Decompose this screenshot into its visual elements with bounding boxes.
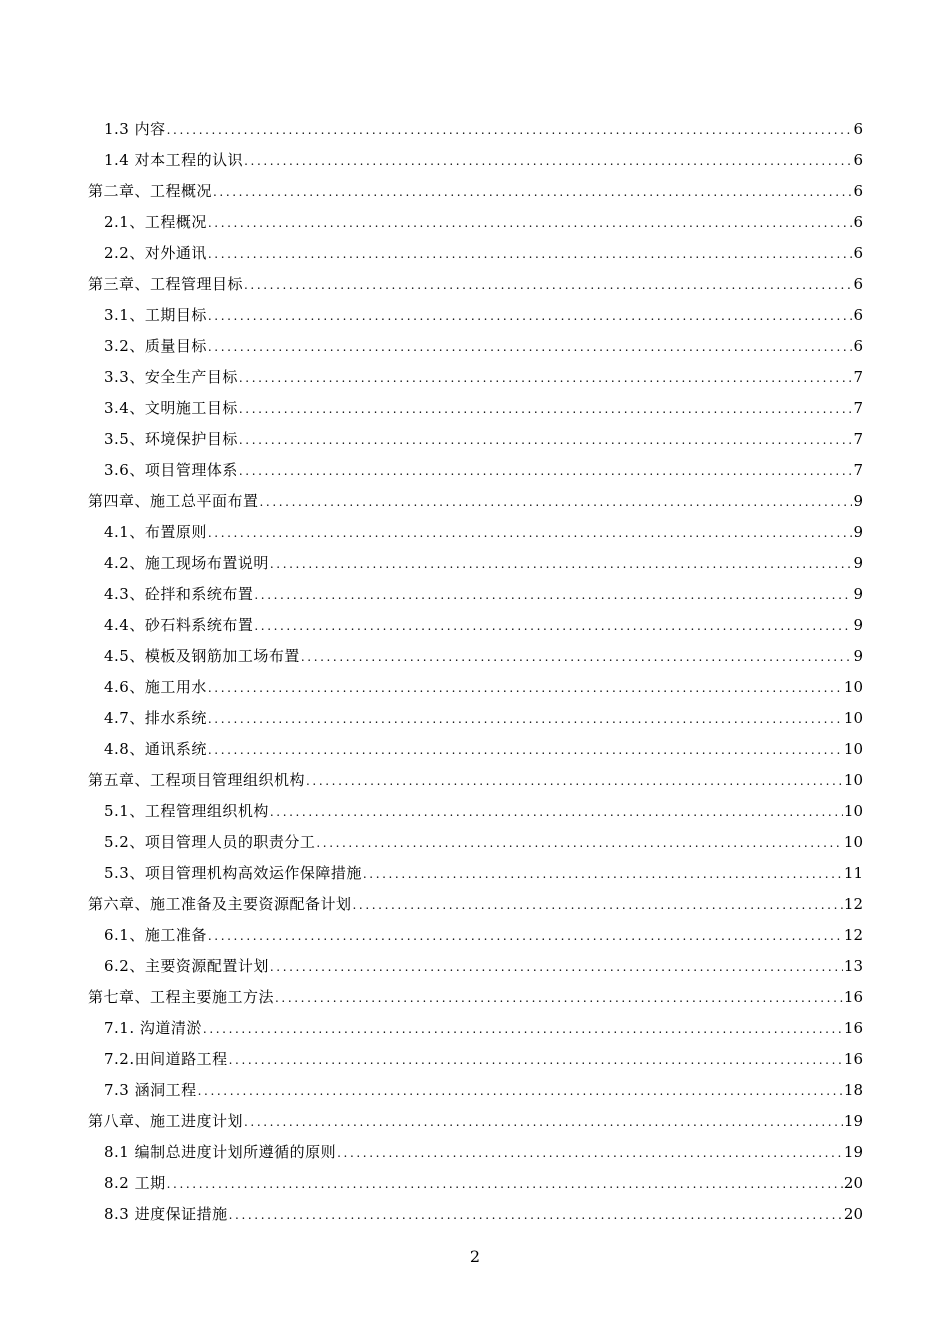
- toc-entry-page-number: 6: [853, 275, 863, 293]
- toc-entry-label: 6.1、施工准备: [104, 926, 207, 944]
- toc-entry-page-number: 12: [843, 926, 863, 944]
- toc-entry-label: 第二章、工程概况: [88, 182, 213, 200]
- toc-dot-leader: [208, 518, 853, 549]
- toc-entry-label: 3.4、文明施工目标: [104, 399, 238, 417]
- toc-section-entry[interactable]: [88, 1044, 863, 1075]
- toc-entry-page-number: 10: [843, 771, 863, 789]
- toc-section-entry[interactable]: [88, 1013, 863, 1044]
- toc-dot-leader: [239, 363, 853, 394]
- toc-section-entry[interactable]: [88, 703, 863, 734]
- toc-entry-label: 4.8、通讯系统: [104, 740, 207, 758]
- toc-entry-page-number: 6: [853, 213, 863, 231]
- toc-dot-leader: [203, 1014, 843, 1045]
- toc-entry-label: 第三章、工程管理目标: [88, 275, 244, 293]
- toc-dot-leader: [229, 1045, 843, 1076]
- toc-entry-page-number: 9: [853, 647, 863, 665]
- toc-entry-page-number: 9: [853, 554, 863, 572]
- toc-entry-page-number: 6: [853, 306, 863, 324]
- toc-dot-leader: [353, 890, 843, 921]
- toc-section-entry[interactable]: [88, 1168, 863, 1199]
- toc-entry-label: 4.2、施工现场布置说明: [104, 554, 269, 572]
- toc-entry-label: 3.6、项目管理体系: [104, 461, 238, 479]
- toc-dot-leader: [208, 332, 853, 363]
- toc-entry-page-number: 6: [853, 151, 863, 169]
- toc-entry-label: 3.3、安全生产目标: [104, 368, 238, 386]
- toc-entry-label: 5.3、项目管理机构高效运作保障措施: [104, 864, 362, 882]
- toc-entry-page-number: 19: [843, 1112, 863, 1130]
- toc-entry-page-number: 10: [843, 833, 863, 851]
- toc-entry-page-number: 7: [853, 430, 863, 448]
- toc-section-entry[interactable]: [88, 734, 863, 765]
- toc-chapter-entry[interactable]: [88, 765, 863, 796]
- toc-entry-label: 1.3 内容: [104, 120, 166, 138]
- toc-dot-leader: [244, 146, 852, 177]
- toc-section-entry[interactable]: [88, 1199, 863, 1230]
- toc-section-entry[interactable]: [88, 207, 863, 238]
- toc-chapter-entry[interactable]: [88, 486, 863, 517]
- toc-entry-page-number: 16: [843, 1019, 863, 1037]
- toc-entry-page-number: 9: [853, 523, 863, 541]
- toc-entry-page-number: 11: [843, 864, 863, 882]
- toc-dot-leader: [208, 208, 853, 239]
- toc-dot-leader: [208, 301, 853, 332]
- toc-entry-page-number: 6: [853, 120, 863, 138]
- toc-entry-label: 7.3 涵洞工程: [104, 1081, 197, 1099]
- toc-entry-label: 5.2、项目管理人员的职责分工: [104, 833, 316, 851]
- toc-section-entry[interactable]: [88, 114, 863, 145]
- toc-entry-label: 8.3 进度保证措施: [104, 1205, 228, 1223]
- toc-entry-label: 3.5、环境保护目标: [104, 430, 238, 448]
- toc-entry-label: 4.3、砼拌和系统布置: [104, 585, 254, 603]
- toc-section-entry[interactable]: [88, 331, 863, 362]
- toc-section-entry[interactable]: [88, 1075, 863, 1106]
- toc-entry-label: 8.1 编制总进度计划所遵循的原则: [104, 1143, 337, 1161]
- toc-entry-label: 5.1、工程管理组织机构: [104, 802, 269, 820]
- toc-entry-page-number: 7: [853, 399, 863, 417]
- toc-chapter-entry[interactable]: [88, 269, 863, 300]
- toc-entry-label: 7.1. 沟道清淤: [104, 1019, 202, 1037]
- toc-entry-page-number: 10: [843, 709, 863, 727]
- toc-dot-leader: [301, 642, 853, 673]
- toc-entry-label: 8.2 工期: [104, 1174, 166, 1192]
- toc-entry-label: 4.6、施工用水: [104, 678, 207, 696]
- toc-entry-label: 4.7、排水系统: [104, 709, 207, 727]
- toc-entry-page-number: 16: [843, 1050, 863, 1068]
- toc-section-entry[interactable]: [88, 238, 863, 269]
- toc-dot-leader: [239, 394, 853, 425]
- toc-entry-label: 第四章、施工总平面布置: [88, 492, 259, 510]
- toc-entry-page-number: 6: [853, 337, 863, 355]
- toc-entry-page-number: 10: [843, 802, 863, 820]
- toc-dot-leader: [316, 828, 843, 859]
- toc-section-entry[interactable]: [88, 300, 863, 331]
- toc-section-entry[interactable]: [88, 610, 863, 641]
- toc-dot-leader: [208, 921, 843, 952]
- toc-section-entry[interactable]: [88, 858, 863, 889]
- toc-entry-page-number: 6: [853, 182, 863, 200]
- toc-entry-label: 4.1、布置原则: [104, 523, 207, 541]
- toc-section-entry[interactable]: [88, 641, 863, 672]
- toc-section-entry[interactable]: [88, 424, 863, 455]
- toc-entry-label: 6.2、主要资源配置计划: [104, 957, 269, 975]
- toc-chapter-entry[interactable]: [88, 982, 863, 1013]
- toc-dot-leader: [167, 1169, 843, 1200]
- toc-entry-page-number: 20: [843, 1174, 863, 1192]
- toc-entry-label: 7.2.田间道路工程: [104, 1050, 228, 1068]
- toc-dot-leader: [208, 239, 853, 270]
- toc-entry-page-number: 20: [843, 1205, 863, 1223]
- toc-entry-page-number: 6: [853, 244, 863, 262]
- toc-entry-label: 第五章、工程项目管理组织机构: [88, 771, 306, 789]
- toc-section-entry[interactable]: [88, 548, 863, 579]
- toc-entry-label: 4.4、砂石料系统布置: [104, 616, 254, 634]
- toc-entry-page-number: 9: [853, 616, 863, 634]
- toc-dot-leader: [239, 456, 853, 487]
- toc-entry-page-number: 10: [843, 678, 863, 696]
- toc-dot-leader: [270, 797, 843, 828]
- toc-entry-label: 第八章、施工进度计划: [88, 1112, 244, 1130]
- toc-entry-page-number: 19: [843, 1143, 863, 1161]
- toc-entry-page-number: 13: [843, 957, 863, 975]
- toc-entry-label: 2.1、工程概况: [104, 213, 207, 231]
- toc-entry-label: 4.5、模板及钢筋加工场布置: [104, 647, 300, 665]
- toc-dot-leader: [229, 1200, 843, 1231]
- toc-entry-page-number: 7: [853, 461, 863, 479]
- toc-dot-leader: [239, 425, 853, 456]
- toc-section-entry[interactable]: [88, 393, 863, 424]
- toc-chapter-entry[interactable]: [88, 176, 863, 207]
- toc-dot-leader: [208, 673, 843, 704]
- toc-entry-label: 第七章、工程主要施工方法: [88, 988, 275, 1006]
- toc-section-entry[interactable]: [88, 362, 863, 393]
- toc-chapter-entry[interactable]: [88, 889, 863, 920]
- toc-section-entry[interactable]: [88, 920, 863, 951]
- toc-dot-leader: [167, 115, 853, 146]
- toc-entry-page-number: 16: [843, 988, 863, 1006]
- toc-section-entry[interactable]: [88, 951, 863, 982]
- toc-entry-label: 1.4 对本工程的认识: [104, 151, 244, 169]
- toc-entry-label: 3.1、工期目标: [104, 306, 207, 324]
- toc-entry-page-number: 7: [853, 368, 863, 386]
- toc-section-entry[interactable]: [88, 145, 863, 176]
- toc-dot-leader: [337, 1138, 843, 1169]
- toc-entry-page-number: 18: [843, 1081, 863, 1099]
- toc-section-entry[interactable]: [88, 827, 863, 858]
- toc-section-entry[interactable]: [88, 1137, 863, 1168]
- toc-dot-leader: [260, 487, 853, 518]
- toc-section-entry[interactable]: [88, 796, 863, 827]
- page-number: 2: [469, 1247, 481, 1266]
- toc-dot-leader: [270, 549, 853, 580]
- toc-entry-label: 3.2、质量目标: [104, 337, 207, 355]
- table-of-contents: [88, 114, 863, 1230]
- toc-section-entry[interactable]: [88, 517, 863, 548]
- toc-entry-page-number: 10: [843, 740, 863, 758]
- toc-dot-leader: [363, 859, 843, 890]
- toc-dot-leader: [306, 766, 843, 797]
- toc-dot-leader: [254, 611, 852, 642]
- toc-chapter-entry[interactable]: [88, 1106, 863, 1137]
- toc-dot-leader: [213, 177, 852, 208]
- toc-section-entry[interactable]: [88, 455, 863, 486]
- toc-dot-leader: [208, 704, 843, 735]
- toc-entry-label: 2.2、对外通讯: [104, 244, 207, 262]
- toc-dot-leader: [208, 735, 843, 766]
- toc-entry-label: 第六章、施工准备及主要资源配备计划: [88, 895, 352, 913]
- toc-dot-leader: [270, 952, 843, 983]
- toc-section-entry[interactable]: [88, 672, 863, 703]
- toc-entry-page-number: 12: [843, 895, 863, 913]
- toc-dot-leader: [244, 1107, 843, 1138]
- toc-dot-leader: [198, 1076, 843, 1107]
- toc-dot-leader: [254, 580, 852, 611]
- toc-entry-page-number: 9: [853, 585, 863, 603]
- toc-entry-page-number: 9: [853, 492, 863, 510]
- toc-section-entry[interactable]: [88, 579, 863, 610]
- toc-dot-leader: [275, 983, 843, 1014]
- toc-dot-leader: [244, 270, 852, 301]
